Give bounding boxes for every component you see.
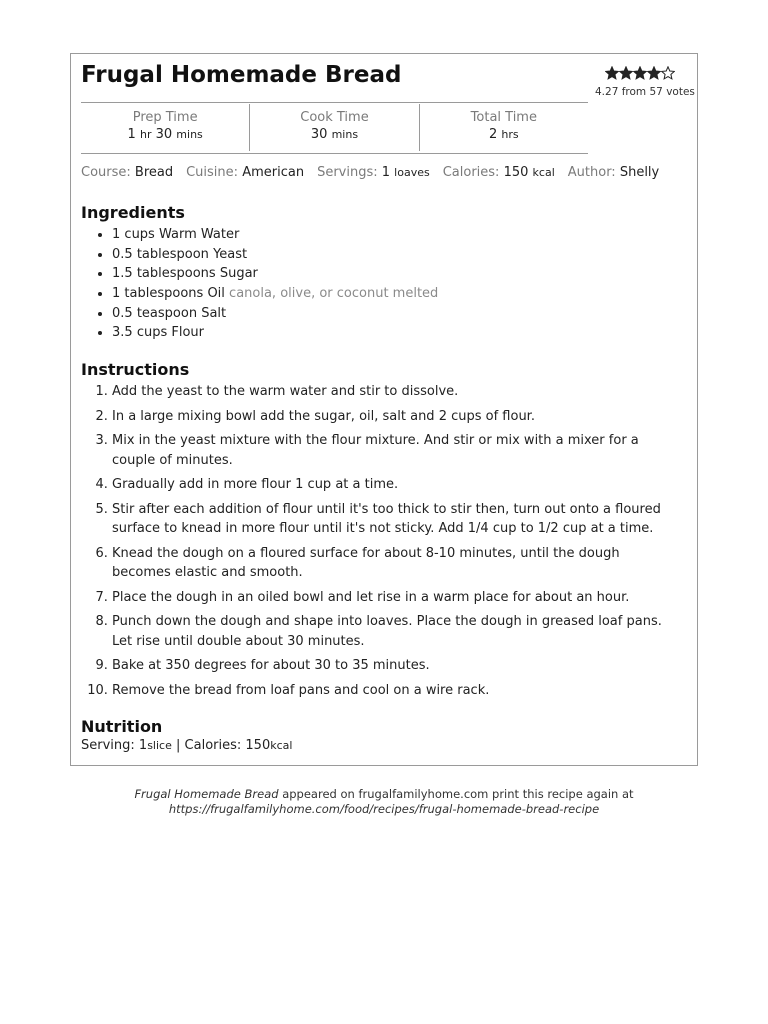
ingredient-name: Warm Water xyxy=(158,227,240,242)
ingredient-item xyxy=(112,304,692,324)
meta-label: Author: xyxy=(567,165,616,180)
time-label: Cook Time xyxy=(300,110,369,125)
instruction-step: 6. Knead the dough on a floured surface for about 8-10 minutes, until the dough becomes elastic and smooth. xyxy=(112,544,682,583)
time-unit: hrs xyxy=(501,128,519,141)
instruction-step: 4. Gradually add in more flour 1 cup at a time. xyxy=(112,475,682,495)
ingredient-notes: canola, olive, or coconut melted xyxy=(229,286,439,302)
time-number: 30 xyxy=(155,127,173,142)
ingredient-name: Sugar xyxy=(219,266,258,282)
serving-label: Serving: xyxy=(81,738,135,753)
ingredient-name: Salt xyxy=(201,305,227,321)
ingredient-item xyxy=(112,284,692,304)
ingredient-unit: cups xyxy=(136,325,168,341)
instruction-step: 8. Punch down the dough and shape into loaves. Place the dough in greased loaf pans. Let rise until double about 30 minutes. xyxy=(112,612,682,651)
meta-value: 150 xyxy=(503,165,529,180)
ingredient-unit: tablespoons xyxy=(136,266,216,282)
meta-value: 1 xyxy=(381,165,391,180)
meta-value: Shelly xyxy=(619,165,660,180)
time-unit: mins xyxy=(331,128,359,141)
time-block xyxy=(419,104,588,151)
time-number: 30 xyxy=(310,127,328,142)
meta-label: Cuisine: xyxy=(186,165,239,180)
ingredient-unit: cups xyxy=(124,227,155,242)
time-label: Prep Time xyxy=(132,110,198,125)
meta-label: Course: xyxy=(81,165,131,180)
time-number: 1 xyxy=(127,127,136,142)
time-value xyxy=(250,127,418,142)
star-filled-icon[interactable] xyxy=(633,66,647,80)
footer-recipe-name: Frugal Homemade Bread xyxy=(134,787,279,801)
calories-unit: kcal xyxy=(270,739,293,752)
ingredient-amount: 0.5 xyxy=(112,305,133,321)
ingredient-item xyxy=(112,225,692,245)
nutrition-line xyxy=(81,738,292,753)
instruction-step: 10. Remove the bread from loaf pans and cool on a wire rack. xyxy=(112,681,682,701)
ingredient-unit: tablespoons xyxy=(124,286,204,302)
nutrition-heading: Nutrition xyxy=(81,717,163,736)
ingredient-amount: 1 xyxy=(112,227,121,242)
time-label: Total Time xyxy=(470,110,537,125)
rating-summary: 4.27 from 57 votes xyxy=(595,86,695,98)
serving-unit: slice xyxy=(147,739,172,752)
star-filled-icon[interactable] xyxy=(619,66,633,80)
meta-unit: kcal xyxy=(532,166,555,179)
instruction-step: 1. Add the yeast to the warm water and stir to dissolve. xyxy=(112,382,682,402)
instruction-step: 5. Stir after each addition of flour until it's too thick to stir then, turn out onto a floured surface to knead in more flour until it's not sticky. Add 1/4 cup to 1/2 cup at a time. xyxy=(112,500,682,539)
instructions-heading: Instructions xyxy=(81,360,190,379)
instruction-step: 7. Place the dough in an oiled bowl and let rise in a warm place for about an hour. xyxy=(112,588,682,608)
recipe-rating[interactable] xyxy=(595,66,695,98)
meta-unit: loaves xyxy=(394,166,430,179)
instructions-list xyxy=(81,382,682,705)
calories-value: 150 xyxy=(245,738,271,753)
ingredient-name: Yeast xyxy=(213,246,248,262)
ingredient-amount: 0.5 xyxy=(112,246,133,262)
ingredient-unit: teaspoon xyxy=(136,305,198,321)
ingredients-heading: Ingredients xyxy=(81,203,185,222)
footer-url[interactable]: https://frugalfamilyhome.com/food/recipes/frugal-homemade-bread-recipe xyxy=(168,802,600,816)
meta-item xyxy=(81,165,173,180)
instruction-step: 2. In a large mixing bowl add the sugar, oil, salt and 2 cups of flour. xyxy=(112,407,682,427)
ingredient-item xyxy=(112,323,692,343)
time-unit: hr xyxy=(139,128,152,141)
footer-appeared-text: appeared on frugalfamilyhome.com print this recipe again at xyxy=(282,787,634,801)
ingredients-list xyxy=(81,225,692,343)
ingredient-name: Flour xyxy=(171,325,205,341)
recipe-title: Frugal Homemade Bread xyxy=(81,62,402,88)
instruction-step: 3. Mix in the yeast mixture with the flour mixture. And stir or mix with a mixer for a couple of minutes. xyxy=(112,431,682,470)
star-empty-icon[interactable] xyxy=(661,66,675,80)
rating-stars[interactable] xyxy=(605,66,695,84)
ingredient-amount: 1 xyxy=(112,286,121,302)
meta-value: American xyxy=(242,165,305,180)
ingredient-amount: 1.5 xyxy=(112,266,133,282)
star-filled-icon[interactable] xyxy=(647,66,661,80)
meta-item xyxy=(443,165,555,180)
ingredient-name: Oil xyxy=(207,286,225,302)
ingredient-item xyxy=(112,264,692,284)
calories-label: Calories: xyxy=(184,738,242,753)
time-number: 2 xyxy=(488,127,498,142)
instruction-step: 9. Bake at 350 degrees for about 30 to 35 minutes. xyxy=(112,656,682,676)
star-filled-icon[interactable] xyxy=(605,66,619,80)
time-block xyxy=(249,104,418,151)
times-top-divider xyxy=(81,102,588,103)
serving-value: 1 xyxy=(138,738,148,753)
recipe-times xyxy=(81,104,588,151)
print-footer xyxy=(0,787,768,817)
times-bottom-divider xyxy=(81,153,588,154)
meta-item xyxy=(186,165,304,180)
ingredient-amount: 3.5 xyxy=(112,325,133,341)
meta-item xyxy=(317,165,430,180)
recipe-meta xyxy=(81,165,672,180)
meta-value: Bread xyxy=(134,165,174,180)
meta-item xyxy=(568,165,659,180)
ingredient-unit: tablespoon xyxy=(136,246,209,262)
ingredient-item xyxy=(112,245,692,265)
time-unit: mins xyxy=(176,128,203,141)
time-value xyxy=(420,127,588,142)
time-value xyxy=(81,127,249,142)
meta-label: Servings: xyxy=(317,165,378,180)
nutrition-separator: | xyxy=(176,738,181,753)
footer-line xyxy=(0,787,768,802)
recipe-card xyxy=(70,53,698,766)
meta-label: Calories: xyxy=(442,165,500,180)
time-block xyxy=(81,104,249,151)
